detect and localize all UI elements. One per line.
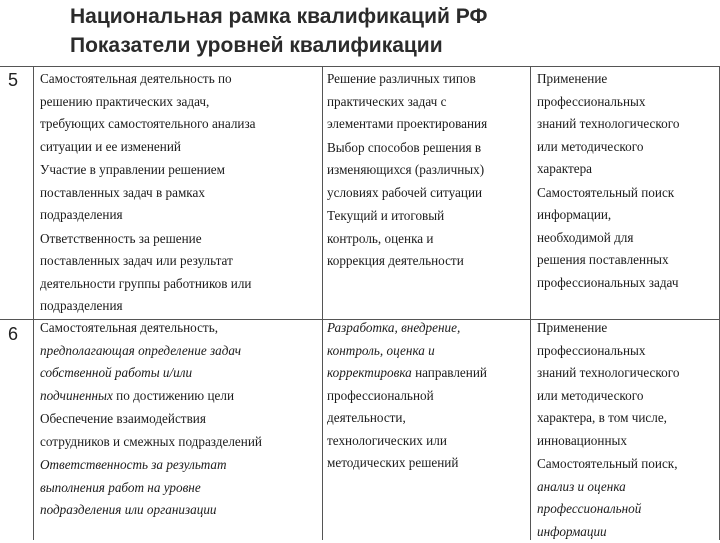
cell-line: информации — [537, 521, 679, 543]
table-cell-tasks — [327, 317, 487, 475]
cell-line: знаний технологического — [537, 113, 679, 136]
cell-line: необходимой для — [537, 227, 679, 250]
table-top-border — [0, 66, 720, 67]
cell-line: выполнения работ на уровне — [40, 477, 262, 500]
cell-line: контроль, оценка и — [327, 340, 487, 363]
cell-line: профессиональных — [537, 340, 679, 363]
cell-line: деятельности, — [327, 407, 487, 430]
cell-line: профессиональных — [537, 91, 679, 114]
cell-line: практических задач с — [327, 91, 487, 114]
table-cell-knowledge — [537, 68, 679, 294]
plain-fragment: направлений — [415, 365, 487, 380]
cell-line: или методического — [537, 136, 679, 159]
table-cell-activity — [40, 68, 256, 318]
cell-line: Обеспечение взаимодействия — [40, 408, 262, 431]
cell-line: технологических или — [327, 430, 487, 453]
cell-line: предполагающая определение задач — [40, 340, 262, 363]
cell-line: методических решений — [327, 452, 487, 475]
cell-line: профессиональной — [327, 385, 487, 408]
cell-line: изменяющихся (различных) — [327, 159, 487, 182]
cell-line: подразделения — [40, 295, 256, 318]
cell-line: Ответственность за результат — [40, 454, 262, 477]
table-cell-tasks — [327, 68, 487, 273]
cell-line: подразделения — [40, 204, 256, 227]
cell-line: Применение — [537, 317, 679, 340]
cell-line — [40, 385, 262, 408]
cell-line: Применение — [537, 68, 679, 91]
cell-line: поставленных задач в рамках — [40, 182, 256, 205]
cell-line: сотрудников и смежных подразделений — [40, 431, 262, 454]
cell-line: поставленных задач или результат — [40, 250, 256, 273]
cell-line: характера — [537, 158, 679, 181]
italic-fragment: корректировка — [327, 365, 412, 380]
table-cell-activity — [40, 317, 262, 522]
level-number: 5 — [8, 70, 18, 91]
cell-line: Ответственность за решение — [40, 228, 256, 251]
cell-line: информации, — [537, 204, 679, 227]
column-divider — [33, 66, 34, 540]
table-cell-knowledge — [537, 317, 679, 543]
title-line-1: Национальная рамка квалификаций РФ — [70, 2, 487, 31]
level-number: 6 — [8, 324, 18, 345]
cell-line: или методического — [537, 385, 679, 408]
cell-line: характера, в том числе, — [537, 407, 679, 430]
column-divider — [322, 66, 323, 540]
column-divider — [530, 66, 531, 540]
cell-line: Самостоятельная деятельность по — [40, 68, 256, 91]
cell-line: деятельности группы работников или — [40, 273, 256, 296]
cell-line: Самостоятельная деятельность, — [40, 317, 262, 340]
cell-line: профессиональной — [537, 498, 679, 521]
cell-line: анализ и оценка — [537, 476, 679, 499]
cell-line: Самостоятельный поиск, — [537, 453, 679, 476]
cell-line: коррекция деятельности — [327, 250, 487, 273]
cell-line: собственной работы и/или — [40, 362, 262, 385]
cell-line: подразделения или организации — [40, 499, 262, 522]
cell-line: условиях рабочей ситуации — [327, 182, 487, 205]
cell-line: Самостоятельный поиск — [537, 182, 679, 205]
cell-line: инновационных — [537, 430, 679, 453]
cell-line: Текущий и итоговый — [327, 205, 487, 228]
cell-line: ситуации и ее изменений — [40, 136, 256, 159]
cell-line: решению практических задач, — [40, 91, 256, 114]
cell-line — [327, 362, 487, 385]
cell-line: требующих самостоятельного анализа — [40, 113, 256, 136]
cell-line: решения поставленных — [537, 249, 679, 272]
cell-line: профессиональных задач — [537, 272, 679, 295]
cell-line: Решение различных типов — [327, 68, 487, 91]
plain-fragment: по достижению цели — [116, 388, 234, 403]
cell-line: элементами проектирования — [327, 113, 487, 136]
cell-line: Выбор способов решения в — [327, 137, 487, 160]
cell-line: контроль, оценка и — [327, 228, 487, 251]
cell-line: Участие в управлении решением — [40, 159, 256, 182]
cell-line: знаний технологического — [537, 362, 679, 385]
cell-line: Разработка, внедрение, — [327, 317, 487, 340]
italic-fragment: подчиненных — [40, 388, 113, 403]
title-line-2: Показатели уровней квалификации — [70, 31, 443, 60]
